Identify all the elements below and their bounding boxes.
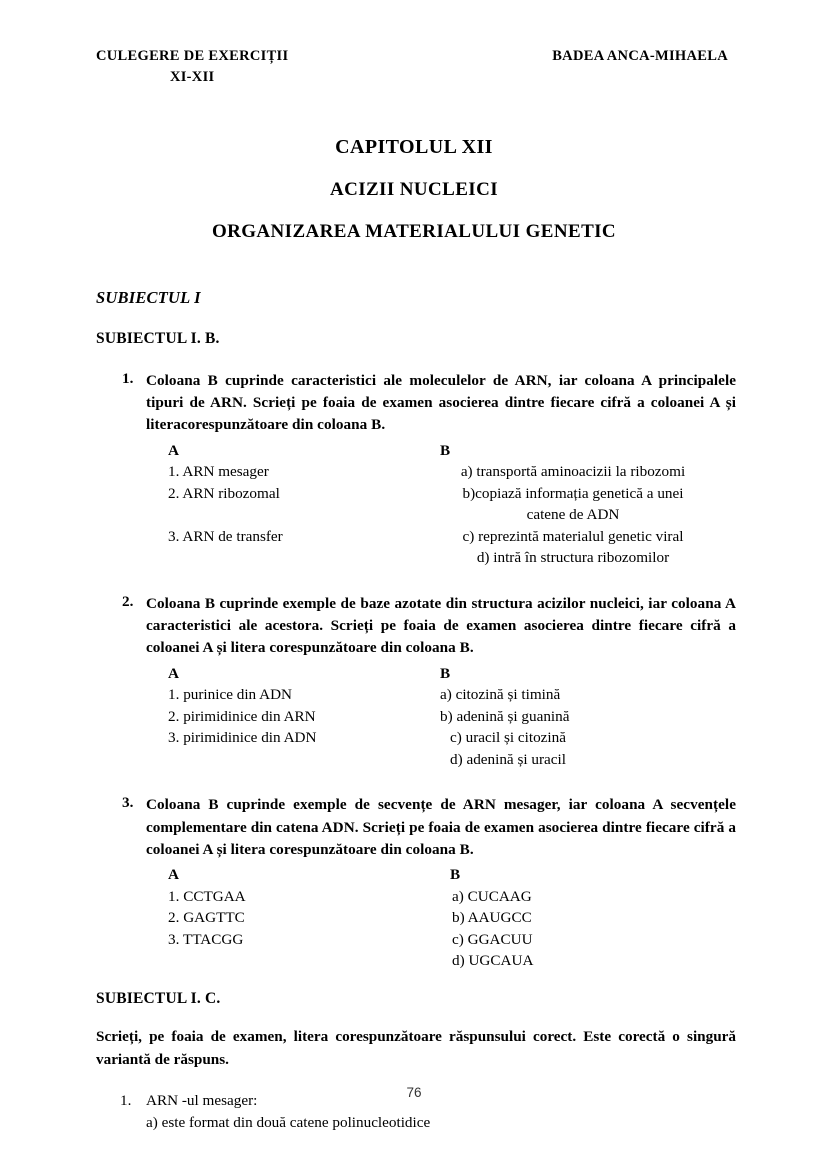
subject-i-title: SUBIECTUL I: [96, 288, 201, 307]
column-a-item: [168, 547, 438, 569]
subject-i-b-label: SUBIECTUL I. B.: [96, 330, 220, 347]
exercise-3-number: 3.: [122, 794, 134, 812]
column-a-item: 1. CCTGAA: [168, 887, 246, 905]
table-row: [168, 727, 736, 749]
column-b-item: d) UGCAUA: [452, 952, 534, 970]
subject-i-c-label: SUBIECTUL I. C.: [96, 989, 221, 1007]
column-a-item: [168, 950, 438, 972]
question-1-option-a: a) este format din două catene polinucleotidice: [146, 1113, 431, 1131]
column-b-item: c) GGACUU: [452, 930, 533, 948]
table-row: [168, 706, 736, 728]
exercise-3-head: [96, 794, 736, 861]
column-a-header: A: [168, 866, 179, 884]
column-a-header: A: [168, 441, 179, 459]
subject-i-c-instructions: Scrieți, pe foaia de examen, litera corespunzătoare răspunsului corect. Este corectă o singură variantă de răspuns.: [96, 1027, 736, 1068]
running-header: [96, 46, 732, 88]
column-b-item: c) uracil și citozină: [450, 729, 566, 747]
table-row: [168, 684, 736, 706]
column-b-item: a) transportă aminoacizii la ribozomi: [460, 463, 686, 481]
exercise-3: [96, 794, 736, 971]
column-a-item: 2. GAGTTC: [168, 909, 245, 927]
table-row: [168, 864, 736, 886]
column-b-item-continuation: catene de ADN: [526, 506, 620, 524]
exercise-2-match-table: [96, 663, 736, 771]
column-a-item: 3. pirimidinice din ADN: [168, 729, 317, 747]
chapter-number-title: CAPITOLUL XII: [335, 136, 493, 158]
table-row: [168, 749, 736, 771]
column-a-item: [168, 504, 438, 526]
header-book-title: CULEGERE DE EXERCIȚII: [96, 48, 289, 64]
table-row: [168, 461, 736, 483]
column-b-item: b) AAUGCC: [452, 909, 532, 927]
exercise-1-match-table: [96, 440, 736, 569]
column-b-item: d) intră în structura ribozomilor: [476, 549, 670, 567]
table-row: [168, 483, 736, 505]
exercise-2-head: [96, 593, 736, 660]
question-1-number: 1.: [120, 1091, 132, 1109]
column-a-item: 2. ARN ribozomal: [168, 484, 280, 502]
table-row: [168, 663, 736, 685]
column-a-item: 1. purinice din ADN: [168, 686, 293, 704]
column-b-item: b) adenină și guanină: [440, 707, 570, 725]
chapter-topic-title: ACIZII NUCLEICI: [329, 179, 499, 200]
table-row: [168, 547, 736, 569]
chapter-title-block: [96, 136, 732, 243]
column-a-item: [168, 749, 438, 771]
table-row: [168, 929, 736, 951]
column-b-item: a) CUCAAG: [452, 887, 532, 905]
header-left-block: [96, 46, 288, 88]
column-a-item: 3. TTACGG: [168, 930, 244, 948]
question-1-stem: ARN -ul mesager:: [146, 1091, 258, 1109]
column-b-item: c) reprezintă materialul genetic viral: [462, 527, 684, 545]
table-row: [168, 907, 736, 929]
chapter-subtopic-title: ORGANIZAREA MATERIALULUI GENETIC: [211, 221, 617, 242]
table-row: [168, 950, 736, 972]
table-row: [168, 526, 736, 548]
column-b-item: b)copiază informația genetică a unei: [462, 484, 684, 502]
column-b-header: B: [440, 664, 451, 682]
document-body: [96, 288, 736, 1134]
exercise-1-head: [96, 370, 736, 437]
column-a-item: 1. ARN mesager: [168, 463, 269, 481]
column-b-header: B: [450, 866, 461, 884]
column-a-item: 3. ARN de transfer: [168, 527, 283, 545]
column-b-item: d) adenină și uracil: [450, 750, 566, 768]
table-row: [168, 504, 736, 526]
exercise-1-statement: Coloana B cuprinde caracteristici ale moleculelor de ARN, iar coloana A principalele tipuri de ARN. Scrieți pe foaia de examen asocierea dintre fiecare cifră a coloanei A și literacorespunzătoare din coloana B.: [146, 372, 736, 434]
header-grade-range: XI-XII: [169, 69, 215, 86]
header-author: BADEA ANCA-MIHAELA: [552, 48, 728, 64]
exercise-2-statement: Coloana B cuprinde exemple de baze azotate din structura acizilor nucleici, iar coloana A caracteristici ale acestora. Scrieți pe foaia de examen asocierea dintre fiecare cifră a coloanei A și litera corespunzătoare din coloana B.: [146, 595, 736, 657]
column-a-header: A: [168, 664, 179, 682]
column-a-item: 2. pirimidinice din ARN: [168, 707, 316, 725]
exercise-2: [96, 593, 736, 770]
page-number: 76: [406, 1085, 422, 1100]
column-b-header: B: [440, 441, 451, 459]
exercise-3-statement: Coloana B cuprinde exemple de secvențe de ARN mesager, iar coloana A secvențele complementare din catena ADN. Scrieți pe foaia de examen asocierea dintre fiecare cifră a coloanei A și litera corespunzătoare din coloana B.: [146, 796, 736, 858]
column-b-item: a) citozină și timină: [440, 686, 561, 704]
exercise-2-number: 2.: [122, 593, 134, 611]
table-row: [168, 886, 736, 908]
exercise-3-match-table: [96, 864, 736, 972]
table-row: [168, 440, 736, 462]
exercise-1: [96, 370, 736, 569]
exercise-1-number: 1.: [122, 370, 134, 387]
